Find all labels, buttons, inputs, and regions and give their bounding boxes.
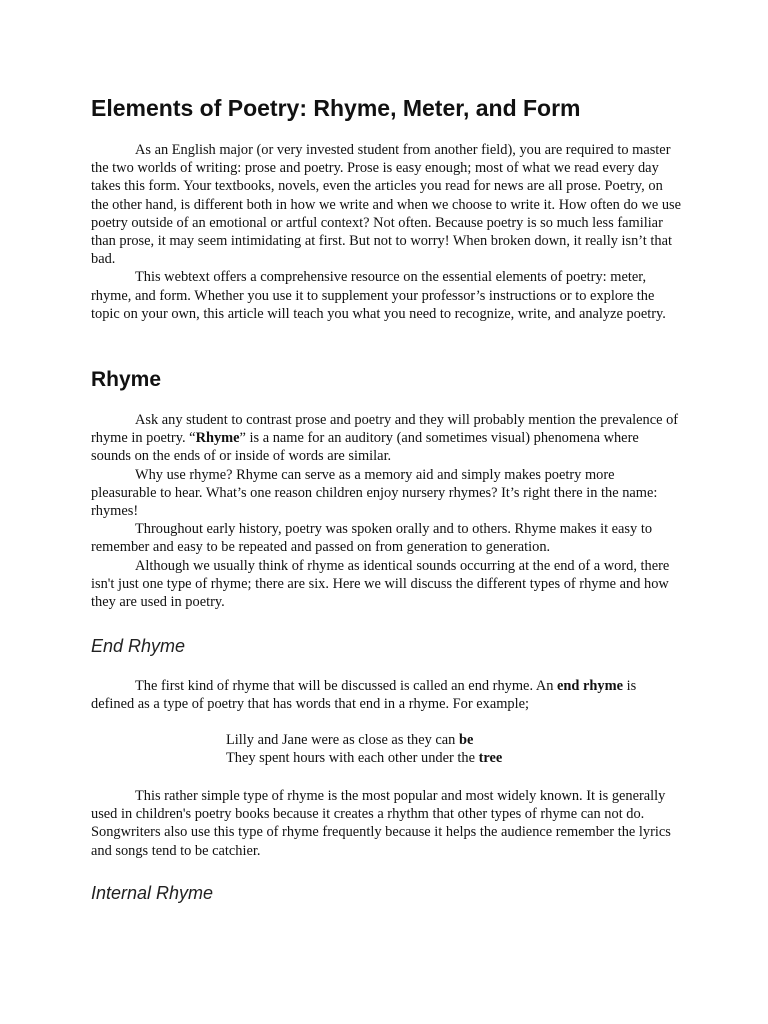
intro-paragraph: As an English major (or very invested student from another field), you are required to master the two worlds of writing: prose and poetry. Prose is easy enough; most of what we read every day takes this form. Your textbooks, novels, even the articles you read for news are all prose. Poetry, on the other hand, is different both in how we write and when we choose to write it. How often do we use poetry outside of an emotional or artful context? Not often. Because poetry is so much less familiar than prose, it may seem intimidating at first. But not to worry! When broken down, it really isn’t that bad. bbox=[91, 142, 682, 268]
poem-example bbox=[226, 731, 502, 767]
section-heading-rhyme: Rhyme bbox=[91, 368, 162, 391]
end-rhyme-paragraph: The first kind of rhyme that will be discussed is called an end rhyme. An end rhyme is defined as a type of poetry that has words that end in a rhyme. For example; bbox=[91, 678, 637, 713]
poem-line: Lilly and Jane were as close as they can be bbox=[226, 732, 474, 748]
end-rhyme-discussion bbox=[91, 787, 681, 860]
rhyme-paragraph: Ask any student to contrast prose and poetry and they will probably mention the prevalence of rhyme in poetry. “Rhyme” is a name for an auditory (and sometimes visual) phenomena where sounds on the ends of or inside of words are similar. bbox=[91, 412, 679, 465]
rhyme-paragraph: Throughout early history, poetry was spoken orally and to others. Rhyme makes it easy to remember and easy to be repeated and passed on from generation to generation. bbox=[91, 521, 653, 556]
term-end-rhyme: end rhyme bbox=[557, 678, 623, 694]
section-heading-internal-rhyme: Internal Rhyme bbox=[91, 883, 214, 903]
rhyme-word: be bbox=[458, 732, 474, 748]
intro-paragraph: This webtext offers a comprehensive resource on the essential elements of poetry: meter, rhyme, and form. Whether you use it to supplement your professor’s instructions or to explore the topic on your own, this article will teach you what you need to recognize, write, and analyze poetry. bbox=[91, 269, 666, 322]
page-title: Elements of Poetry: Rhyme, Meter, and Form bbox=[91, 95, 581, 121]
section-heading-end-rhyme: End Rhyme bbox=[91, 636, 186, 656]
rhyme-word: tree bbox=[478, 750, 503, 767]
rhyme-paragraph: Although we usually think of rhyme as identical sounds occurring at the end of a word, there isn't just one type of rhyme; there are six. Here we will discuss the different types of rhyme and how they are used in poetry. bbox=[91, 557, 670, 611]
intro-section bbox=[91, 141, 681, 323]
term-rhyme: Rhyme bbox=[195, 430, 240, 447]
rhyme-paragraph: Why use rhyme? Rhyme can serve as a memory aid and simply makes poetry more pleasurable to hear. What’s one reason children enjoy nursery rhymes? It’s right there in the name: rhymes! bbox=[91, 466, 658, 520]
poem-line: They spent hours with each other under the tree bbox=[226, 750, 503, 767]
end-rhyme-paragraph: This rather simple type of rhyme is the most popular and most widely known. It is generally used in children's poetry books because it creates a rhythm that other types of rhyme can not do. Songwriters also use this type of rhyme frequently because it helps the audience remember the lyrics and songs tend to be catchier. bbox=[91, 788, 671, 859]
end-rhyme-intro bbox=[91, 677, 681, 713]
rhyme-section bbox=[91, 411, 681, 611]
